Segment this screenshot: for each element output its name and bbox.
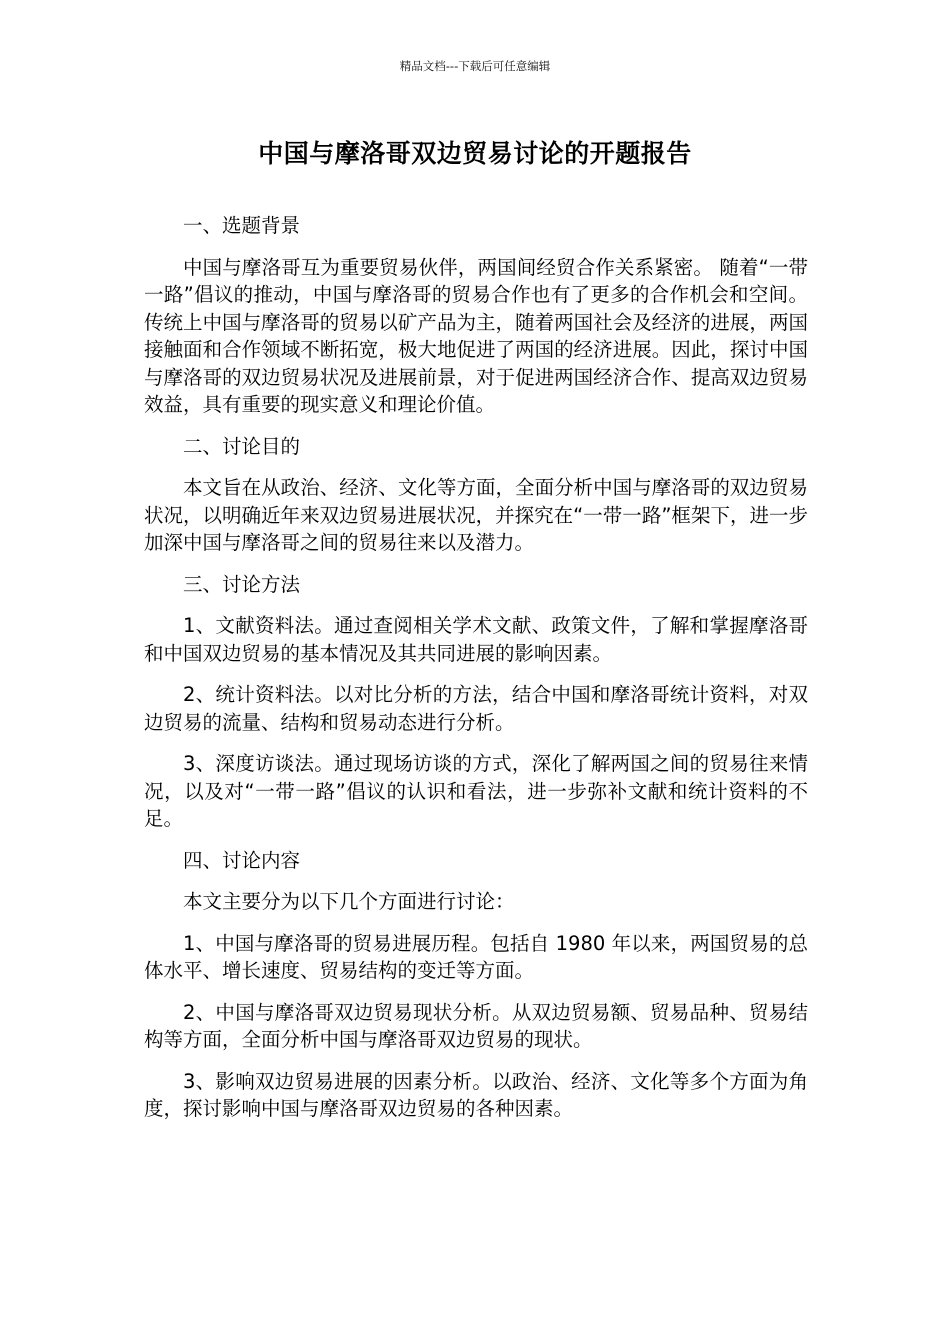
paragraph-background: 中国与摩洛哥互为重要贸易伙伴，两国间经贸合作关系紧密。 随着“一带一路”倡议的推动，中国与摩洛哥的贸易合作也有了更多的合作机会和空间。传统上中国与摩洛哥的贸易以矿产品为主，随着两国社会及经济的进展，两国接触面和合作领域不断拓宽，极大地促进了两国的经济进展。因此，探讨中国与摩洛哥的双边贸易状况及进展前景，对于促进两国经济合作、提高双边贸易效益，具有重要的现实意义和理论价值。 [144,255,808,416]
header-note: 精品文档---下载后可任意编辑 [399,59,551,73]
method-item-statistics: 2、统计资料法。以对比分析的方法，结合中国和摩洛哥统计资料，对双边贸易的流量、结构和贸易动态进行分析。 [144,683,808,734]
document-body [144,212,808,1137]
section-heading-purpose: 二、讨论目的 [183,434,301,458]
paragraph-purpose: 本文旨在从政治、经济、文化等方面，全面分析中国与摩洛哥的双边贸易状况，以明确近年来双边贸易进展状况，并探究在“一带一路”框架下，进一步加深中国与摩洛哥之间的贸易往来以及潜力。 [144,476,808,554]
content-item-history: 1、中国与摩洛哥的贸易进展历程。包括自 1980 年以来，两国贸易的总体水平、增长速度、贸易结构的变迁等方面。 [144,931,808,982]
content-item-status: 2、中国与摩洛哥双边贸易现状分析。从双边贸易额、贸易品种、贸易结构等方面，全面分析中国与摩洛哥双边贸易的现状。 [144,1000,808,1051]
section-heading-background: 一、选题背景 [183,214,301,237]
section-heading-content: 四、讨论内容 [183,848,301,872]
section-heading-methods: 三、讨论方法 [183,572,301,596]
method-item-literature: 1、文献资料法。通过查阅相关学术文献、政策文件，了解和掌握摩洛哥和中国双边贸易的基本情况及其共同进展的影响因素。 [144,614,808,665]
content-item-factors: 3、影响双边贸易进展的因素分析。以政治、经济、文化等多个方面为角度，探讨影响中国与摩洛哥双边贸易的各种因素。 [144,1069,808,1120]
method-item-interview: 3、深度访谈法。通过现场访谈的方式，深化了解两国之间的贸易往来情况，以及对“一带一路”倡议的认识和看法，进一步弥补文献和统计资料的不足。 [144,752,808,830]
paragraph-content-intro: 本文主要分为以下几个方面进行讨论： [183,890,515,913]
document-title: 中国与摩洛哥双边贸易讨论的开题报告 [258,139,692,168]
